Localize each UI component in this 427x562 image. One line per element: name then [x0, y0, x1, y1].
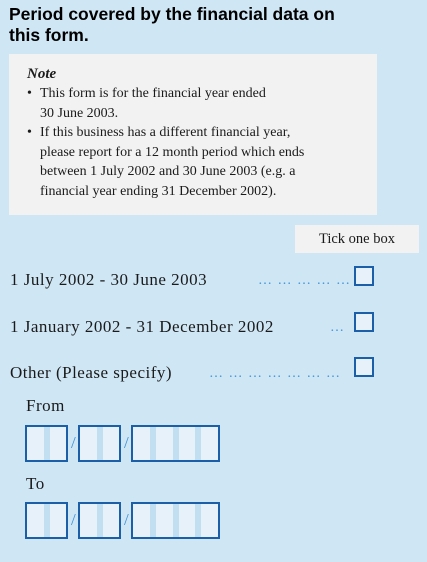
section-heading-line-1: Period covered by the financial data on [9, 4, 335, 24]
section-heading-line-2: this form. [9, 25, 89, 45]
from-label: From [26, 396, 65, 415]
leader-dots: … … … … … [258, 273, 351, 288]
note-title: Note [27, 66, 57, 82]
from-year-input[interactable] [131, 425, 220, 462]
checkbox-other[interactable] [354, 357, 374, 377]
checkbox-calendar-year[interactable] [354, 312, 374, 332]
tick-one-box-label: Tick one box [295, 225, 419, 253]
to-day-input[interactable] [25, 502, 68, 539]
leader-dots: … [330, 320, 345, 335]
note-bullet-1-line-2: 30 June 2003. [40, 105, 119, 121]
checkbox-financial-year[interactable] [354, 266, 374, 286]
option-label-calendar-year: 1 January 2002 - 31 December 2002 [10, 317, 274, 336]
note-bullet-2-line-3: between 1 July 2002 and 30 June 2003 (e.g. a [40, 164, 296, 179]
from-day-input[interactable] [25, 425, 68, 462]
bullet-icon: • [27, 125, 32, 140]
note-bullet-1-line-1: This form is for the financial year ended [40, 86, 266, 101]
note-box [9, 54, 377, 215]
to-label: To [26, 474, 45, 493]
date-separator: / [124, 510, 129, 529]
leader-dots: … … … … … … … [209, 366, 341, 381]
date-separator: / [71, 433, 76, 452]
bullet-icon: • [27, 86, 32, 101]
to-month-input[interactable] [78, 502, 121, 539]
note-bullet-2-line-2: please report for a 12 month period which ends [40, 144, 305, 160]
note-bullet-2-line-1: If this business has a different financial year, [40, 125, 291, 140]
date-separator: / [71, 510, 76, 529]
section-heading [9, 4, 369, 46]
note-bullet-2-line-4: financial year ending 31 December 2002). [40, 183, 277, 199]
date-separator: / [124, 433, 129, 452]
note-bullet-2 [27, 123, 367, 201]
option-label-financial-year: 1 July 2002 - 30 June 2003 [10, 270, 208, 289]
note-list [27, 84, 367, 201]
option-label-other: Other (Please specify) [10, 363, 173, 382]
note-bullet-1 [27, 84, 367, 123]
to-year-input[interactable] [131, 502, 220, 539]
from-month-input[interactable] [78, 425, 121, 462]
